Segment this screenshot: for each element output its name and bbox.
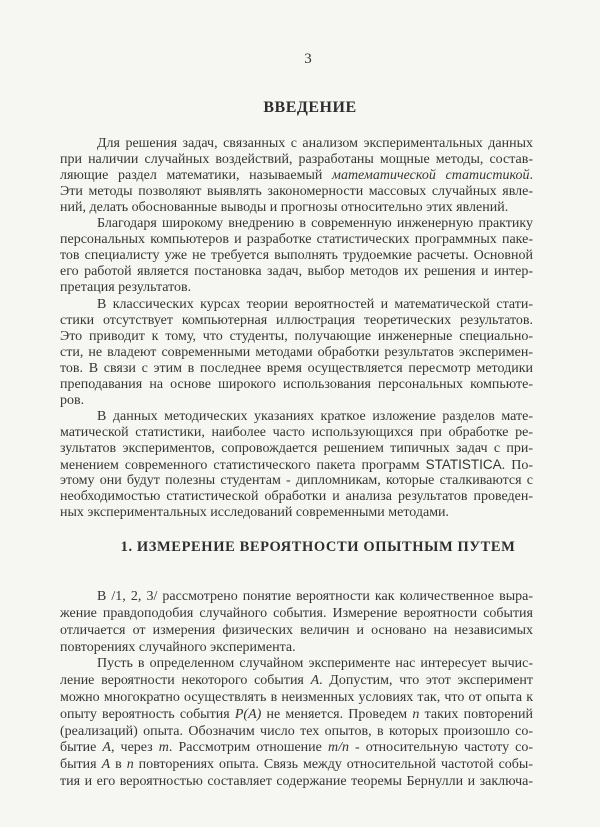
text-segment: не меняется. Проведем <box>261 706 413 722</box>
text-segment: матической статистики, наиболее часто использующихся при обработке ре- <box>60 424 533 440</box>
italic-text: математической статистикой <box>332 168 530 184</box>
text-segment: В классических курсах теории вероятностей и математической стати- <box>97 296 533 312</box>
italic-text: n <box>412 706 420 722</box>
text-segment: повторениях случайного эксперимента. <box>60 639 296 655</box>
italic-text: m/n <box>327 740 349 756</box>
text-line <box>60 248 533 264</box>
text-segment: ляющие раздел математики, называемый <box>60 168 333 184</box>
text-line <box>60 264 533 280</box>
text-segment: . Допустим, что этот эксперимент <box>319 673 533 689</box>
section-title-introduction: ВВЕДЕНИЕ <box>263 99 357 116</box>
text-line <box>60 329 533 345</box>
text-line <box>60 168 533 184</box>
text-line <box>60 425 533 441</box>
text-line <box>97 136 533 152</box>
text-line <box>60 623 533 639</box>
text-line <box>60 673 533 689</box>
section-heading: 1. ИЗМЕРЕНИЕ ВЕРОЯТНОСТИ ОПЫТНЫМ ПУТЕМ <box>120 539 516 556</box>
italic-text: m <box>158 740 169 756</box>
text-segment: таких повторений <box>419 706 533 722</box>
text-line <box>60 606 533 622</box>
text-segment: (реализаций) опыта. Обозначим число тех опытов, в которых произошло со- <box>60 723 533 739</box>
text-segment: Эти методы позволяют выявлять закономерности массовых случайных явле- <box>60 184 533 200</box>
text-segment: его работой является постановка задач, выбор методов их решения и интер- <box>60 264 533 280</box>
text-line <box>97 297 533 313</box>
text-segment: Пусть в определенном случайном эксперименте нас интересует вычис- <box>97 656 533 672</box>
text-segment: персональных компьютеров и разработке статистических программных паке- <box>60 232 533 248</box>
text-line <box>60 489 533 505</box>
text-segment: жение правдоподобия случайного события. Измерение вероятности события <box>60 606 533 621</box>
text-segment: бытие <box>60 740 103 756</box>
text-line <box>60 152 533 168</box>
text-segment: можно многократно осуществлять в неизменных условиях так, что от опыта к <box>60 690 533 705</box>
text-line <box>60 232 533 248</box>
text-line <box>60 724 533 740</box>
italic-text: A <box>102 740 111 756</box>
text-segment: повторениях опыта. Связь между относительной частотой собы- <box>133 757 533 773</box>
text-segment: . <box>529 168 533 184</box>
text-line <box>60 280 533 296</box>
text-segment: Благодаря широкому внедрению в современную инженерную практику <box>97 216 533 232</box>
text-segment: зультатов экспериментов, сопровождается решением типичных задач с при- <box>60 440 533 456</box>
text-segment: необходимостью статистической обработки и анализа результатов проведен- <box>60 489 533 505</box>
text-segment: стики отсутствует компьютерная иллюстрация теоретических результатов. <box>60 312 533 328</box>
text-line <box>60 473 533 489</box>
text-line <box>60 361 533 377</box>
text-segment: ний, делать обоснованные выводы и прогнозы относительно этих явлений. <box>60 200 509 216</box>
text-segment: тия и его вероятностью составляет содержание теоремы Бернулли и заключа- <box>60 774 533 789</box>
text-line <box>60 313 533 329</box>
text-line <box>60 377 533 393</box>
text-line <box>60 640 533 656</box>
text-line <box>97 656 533 672</box>
text-line <box>60 707 533 723</box>
italic-text: A <box>101 757 111 773</box>
text-segment: - относительную частоту со- <box>348 740 533 756</box>
text-segment: претация результатов. <box>60 280 192 296</box>
text-segment: В данных методических указаниях краткое изложение разделов мате- <box>97 408 533 424</box>
text-line <box>60 393 533 409</box>
text-segment: Для решения задач, связанных с анализом экспериментальных данных <box>97 136 533 151</box>
text-line <box>60 740 533 756</box>
text-segment: ление вероятности некоторого события <box>60 673 311 689</box>
text-segment: опыту вероятность события <box>60 706 235 722</box>
text-line <box>60 774 533 790</box>
text-line <box>60 345 533 361</box>
text-segment: В /1, 2, 3/ рассмотрено понятие вероятности как количественное выра- <box>97 589 533 605</box>
text-segment: ров. <box>60 392 85 408</box>
text-segment: ных экспериментальных исследований современными методами. <box>60 505 450 521</box>
text-line <box>60 457 533 473</box>
page-number: 3 <box>304 51 312 67</box>
text-segment: тов специалисту уже не требуется выполнять трудоемкие расчеты. Основной <box>60 248 533 264</box>
text-segment: , через <box>110 740 159 756</box>
text-line <box>60 184 533 200</box>
text-segment: отличается от измерения физических величин и основано на независимых <box>60 622 533 638</box>
italic-text: A <box>310 673 320 689</box>
text-line <box>60 441 533 457</box>
text-segment: при наличии случайных воздействий, разработаны мощные методы, состав- <box>60 152 533 168</box>
text-segment: сти, не владеют современными методами обработки результатов эксперимен- <box>60 344 533 360</box>
text-segment: бытия <box>60 757 102 773</box>
text-segment: Это приводит к тому, что студенты, получающие инженерные специально- <box>60 328 533 344</box>
text-line <box>60 757 533 773</box>
text-segment: в <box>110 757 127 773</box>
italic-text: P(A) <box>234 706 262 722</box>
text-segment: преподавания на основе широкого использования персональных компьюте- <box>60 376 533 392</box>
text-segment: . Рассмотрим отношение <box>168 740 328 756</box>
software-name: STATISTICA <box>425 457 502 472</box>
text-line <box>97 216 533 232</box>
italic-text: n <box>126 757 134 773</box>
text-line <box>60 690 533 706</box>
text-segment: этому они будут полезны студентам - дипломникам, которые сталкиваются с <box>60 473 533 489</box>
text-segment: менением современного статистического пакета программ <box>60 458 426 473</box>
text-line <box>60 505 533 521</box>
text-line <box>97 589 533 605</box>
text-line <box>60 200 533 216</box>
text-segment: . По- <box>501 458 533 473</box>
text-segment: тов. В связи с этим в последнее время осуществляется пересмотр методики <box>60 360 533 376</box>
text-line <box>97 409 533 425</box>
